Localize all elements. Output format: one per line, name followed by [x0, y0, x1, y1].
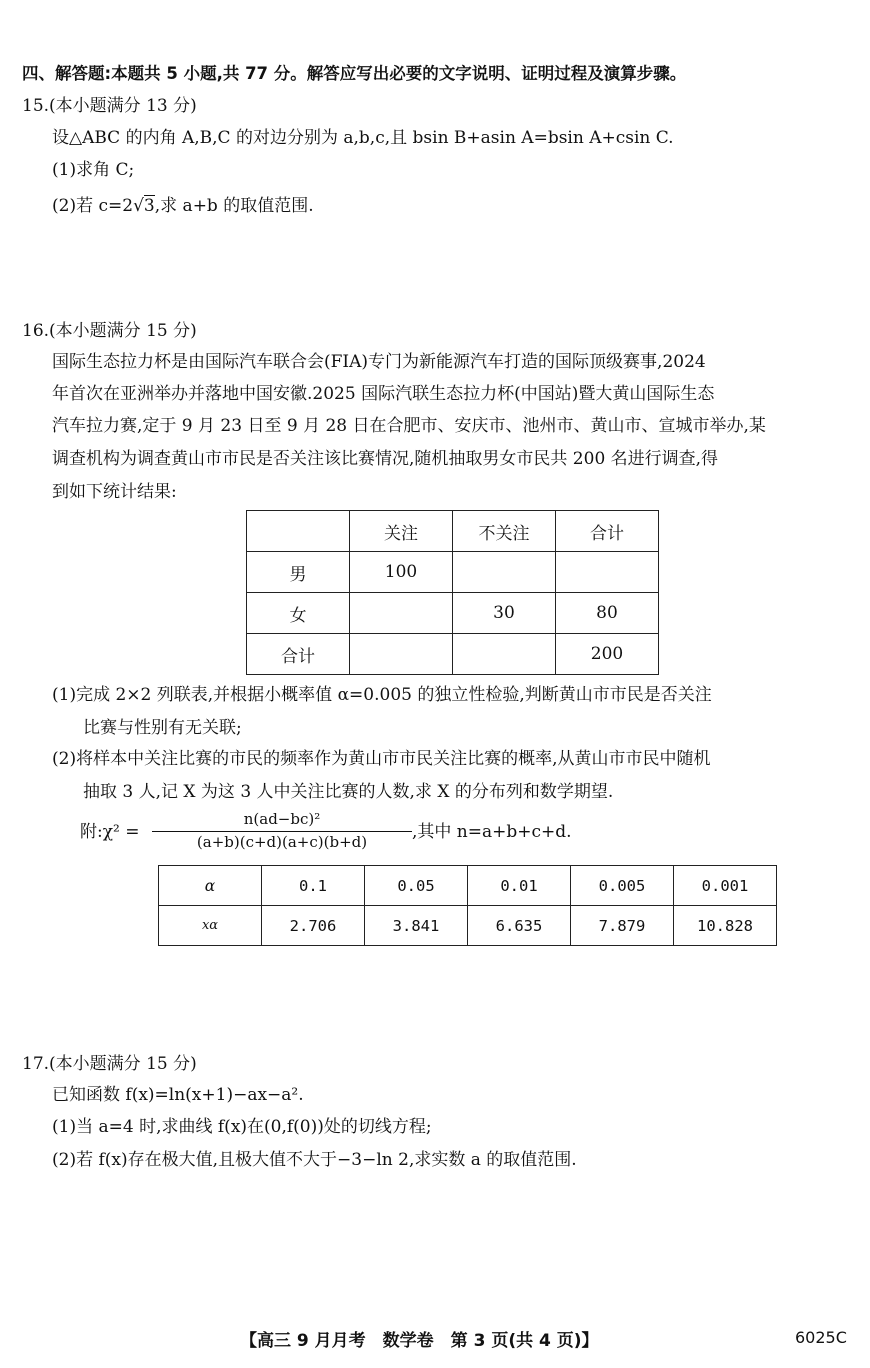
appendix-suffix: ,其中 n=a+b+c+d. — [412, 822, 572, 842]
table-row — [159, 906, 777, 946]
section-heading: 四、解答题:本题共 5 小题,共 77 分。解答应写出必要的文字说明、证明过程及演算步骤。 — [22, 64, 687, 83]
q15-part2-post: ,求 a+b 的取值范围. — [154, 196, 314, 216]
q15-part1: (1)求角 C; — [52, 160, 135, 180]
table-cell — [453, 634, 556, 675]
table-cell — [350, 593, 453, 634]
exam-code: 6025C — [795, 1328, 847, 1347]
contingency-table — [246, 510, 659, 675]
table-cell: 0.01 — [468, 866, 571, 906]
table-cell: 0.001 — [674, 866, 777, 906]
critical-value-table — [158, 865, 777, 946]
table-cell: 女 — [247, 593, 350, 634]
table-cell — [247, 511, 350, 552]
table-row — [247, 593, 659, 634]
q16-para-line-2: 年首次在亚洲举办并落地中国安徽.2025 国际汽联生态拉力杯(中国站)暨大黄山国际生态 — [52, 384, 715, 404]
q17-stem: 已知函数 f(x)=ln(x+1)−ax−a². — [52, 1085, 304, 1105]
q17-part1: (1)当 a=4 时,求曲线 f(x)在(0,f(0))处的切线方程; — [52, 1117, 432, 1137]
q16-part2-line-1: (2)将样本中关注比赛的市民的频率作为黄山市市民关注比赛的概率,从黄山市市民中随机 — [52, 749, 711, 769]
table-cell — [556, 552, 659, 593]
table-cell: 10.828 — [674, 906, 777, 946]
table-cell: 0.005 — [571, 866, 674, 906]
q16-part1-line-2: 比赛与性别有无关联; — [83, 718, 242, 738]
sqrt-symbol: √ — [133, 196, 144, 216]
appendix-prefix: 附:χ² = — [80, 822, 140, 842]
formula-denominator: (a+b)(c+d)(a+c)(b+d) — [196, 833, 368, 851]
table-header-row — [247, 511, 659, 552]
table-cell: 30 — [453, 593, 556, 634]
table-row — [247, 634, 659, 675]
table-cell: 200 — [556, 634, 659, 675]
q15-number: 15.(本小题满分 13 分) — [22, 96, 197, 116]
q16-para-line-4: 调查机构为调查黄山市市民是否关注该比赛情况,随机抽取男女市民共 200 名进行调查,得 — [52, 449, 719, 469]
table-cell: 0.05 — [365, 866, 468, 906]
table-cell: 不关注 — [453, 511, 556, 552]
table-cell: 2.706 — [262, 906, 365, 946]
q17-number: 17.(本小题满分 15 分) — [22, 1054, 197, 1074]
table-cell: 男 — [247, 552, 350, 593]
q16-para-line-3: 汽车拉力赛,定于 9 月 23 日至 9 月 28 日在合肥市、安庆市、池州市、黄山市、宣城市举办,某 — [52, 416, 766, 436]
fraction-bar — [152, 831, 412, 832]
table-cell: 80 — [556, 593, 659, 634]
table-cell: 合计 — [247, 634, 350, 675]
q16-part1-line-1: (1)完成 2×2 列联表,并根据小概率值 α=0.005 的独立性检验,判断黄山市市民是否关注 — [52, 685, 712, 705]
q16-part2-line-2: 抽取 3 人,记 X 为这 3 人中关注比赛的人数,求 X 的分布列和数学期望. — [83, 782, 614, 802]
table-cell: 0.1 — [262, 866, 365, 906]
table-row — [247, 552, 659, 593]
table-cell — [350, 634, 453, 675]
formula-numerator: n(ad−bc)² — [243, 810, 321, 828]
q15-part2-pre: (2)若 c=2 — [52, 196, 134, 216]
table-cell: 关注 — [350, 511, 453, 552]
q15-stem: 设△ABC 的内角 A,B,C 的对边分别为 a,b,c,且 bsin B+asin A=bsin A+csin C. — [52, 128, 674, 148]
q16-number: 16.(本小题满分 15 分) — [22, 321, 197, 341]
table-cell: α — [159, 866, 262, 906]
table-cell: 3.841 — [365, 906, 468, 946]
table-row — [159, 866, 777, 906]
table-cell: 合计 — [556, 511, 659, 552]
q16-para-line-1: 国际生态拉力杯是由国际汽车联合会(FIA)专门为新能源汽车打造的国际顶级赛事,2024 — [52, 352, 706, 372]
table-cell — [453, 552, 556, 593]
table-cell: xα — [159, 906, 262, 946]
q15-part2-root: 3 — [143, 196, 155, 216]
table-cell: 100 — [350, 552, 453, 593]
page-footer: 【高三 9 月月考 数学卷 第 3 页(共 4 页)】 — [240, 1331, 599, 1351]
q17-part2: (2)若 f(x)存在极大值,且极大值不大于−3−ln 2,求实数 a 的取值范围. — [52, 1150, 577, 1170]
q15-part2 — [52, 194, 314, 218]
table-cell: 7.879 — [571, 906, 674, 946]
table-cell: 6.635 — [468, 906, 571, 946]
q16-para-line-5: 到如下统计结果: — [52, 482, 177, 502]
